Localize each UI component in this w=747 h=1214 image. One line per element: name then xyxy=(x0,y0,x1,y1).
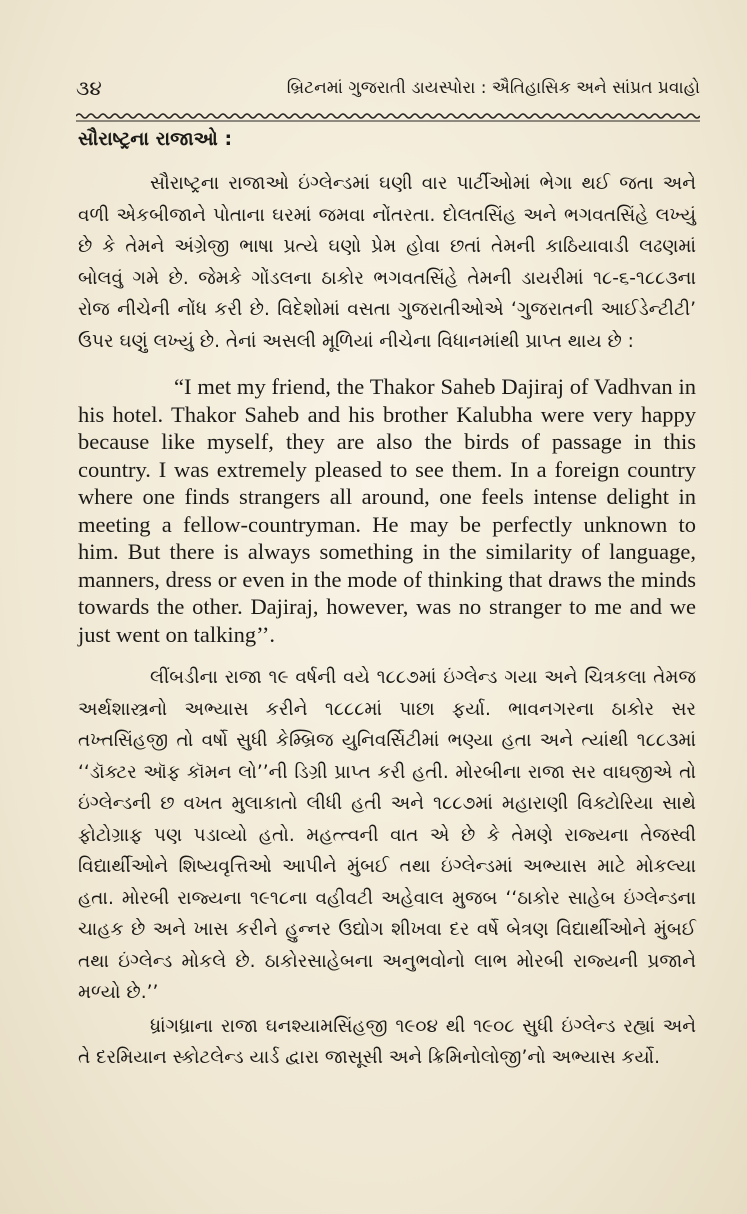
paragraph-limbdi-bhavnagar-morbi: લીંબડીના રાજા ૧૯ વર્ષની વયે ૧૮૮૭માં ઇંગ્લેન્ડ ગયા અને ચિત્રકલા તેમજ અર્થશાસ્ત્રનો અભ્યાસ કરીને ૧૮૮૮માં પાછા ફર્યા. ભાવનગરના ઠાકોર સર તખ્તસિંહજી તો વર્ષો સુધી કેમ્બ્રિજ યુનિવર્સિટીમાં ભણ્યા હતા અને ત્યાંથી ૧૮૮૩માં ‘‘ડૉક્ટર ઑફ કૉમન લો’’ની ડિગ્રી પ્રાપ્ત કરી હતી. મોરબીના રાજા સર વાઘજીએ તો ઇંગ્લેન્ડની છ વખત મુલાકાતો લીધી હતી અને ૧૮૮૭માં મહારાણી વિક્ટોરિયા સાથે ફોટોગ્રાફ પણ પડાવ્યો હતો. મહત્ત્વની વાત એ છે કે તેમણે રાજ્યના તેજસ્વી વિદ્યાર્થીઓને શિષ્યવૃત્તિઓ આપીને મુંબઈ તથા ઇંગ્લેન્ડમાં અભ્યાસ માટે મોકલ્યા હતા. મોરબી રાજ્યના ૧૯૧૮ના વહીવટી અહેવાલ મુજબ ‘‘ઠાકોર સાહેબ ઇંગ્લેન્ડના ચાહક છે અને ખાસ કરીને હુન્નર ઉદ્યોગ શીખવા દર વર્ષે બેત્રણ વિદ્યાર્થીઓને મુંબઈ તથા ઇંગ્લેન્ડ મોકલે છે. ઠાકોરસાહેબના અનુભવોનો લાભ મોરબી રાજ્યની પ્રજાને મળ્યો છે.’’ xyxy=(78,667,696,1003)
wavy-rule-divider xyxy=(76,110,700,124)
running-title: બ્રિટનમાં ગુજરાતી ડાયસ્પોરા : ઐતિહાસિક અને સાંપ્રત પ્રવાહો xyxy=(286,78,700,98)
section-heading: સૌરાષ્ટ્રના રાજાઓ : xyxy=(78,128,233,150)
page-header xyxy=(76,72,700,106)
diary-quote: “I met my friend, the Thakor Saheb Dajiraj of Vadhvan in his hotel. Thakor Saheb and his brother Kalubha were very happy because like myself, they are also the birds of passage in this country. I was extremely pleased to see them. In a foreign country where one finds strangers all around, one feels intense delight in meeting a fellow-countryman. He may be perfectly unknown to him. But there is always something in the similarity of language, manners, dress or even in the mode of thinking that draws the minds towards the other. Dajiraj, however, was no stranger to me and we just went on talking’’. xyxy=(78,374,696,647)
page-number: ૩૪ xyxy=(76,76,102,100)
paragraph-dhrangadhra: ધ્રાંગધ્રાના રાજા ઘનશ્યામસિંહજી ૧૯૦૪ થી ૧૯૦૮ સુધી ઇંગ્લેન્ડ રહ્યાં અને તે દરમિયાન સ્કોટલેન્ડ યાર્ડ દ્વારા જાસૂસી અને ક્રિમિનોલોજી’નો અભ્યાસ કર્યો. xyxy=(78,1015,696,1068)
paragraph-saurashtra-kings: સૌરાષ્ટ્રના રાજાઓ ઇંગ્લેન્ડમાં ઘણી વાર પાર્ટીઓમાં ભેગા થઈ જતા અને વળી એકબીજાને પોતાના ઘરમાં જમવા નોંતરતા. દોલતસિંહ અને ભગવતસિંહે લખ્યું છે કે તેમને અંગ્રેજી ભાષા પ્રત્યે ઘણો પ્રેમ હોવા છતાં તેમની કાઠિયાવાડી લઢણમાં બોલવું ગમે છે. જેમકે ગોંડલના ઠાકોર ભગવતસિંહે તેમની ડાયરીમાં ૧૮-૬-૧૮૮૩ના રોજ નીચેની નોંધ કરી છે. વિદેશોમાં વસતા ગુજરાતીઓએ ‘ગુજરાતની આઈડેન્ટીટી’ ઉપર ઘણું લખ્યું છે. તેનાં અસલી મૂળિયાં નીચેના વિધાનમાંથી પ્રાપ્ત થાય છે : xyxy=(78,173,696,352)
page-body xyxy=(78,168,696,1074)
